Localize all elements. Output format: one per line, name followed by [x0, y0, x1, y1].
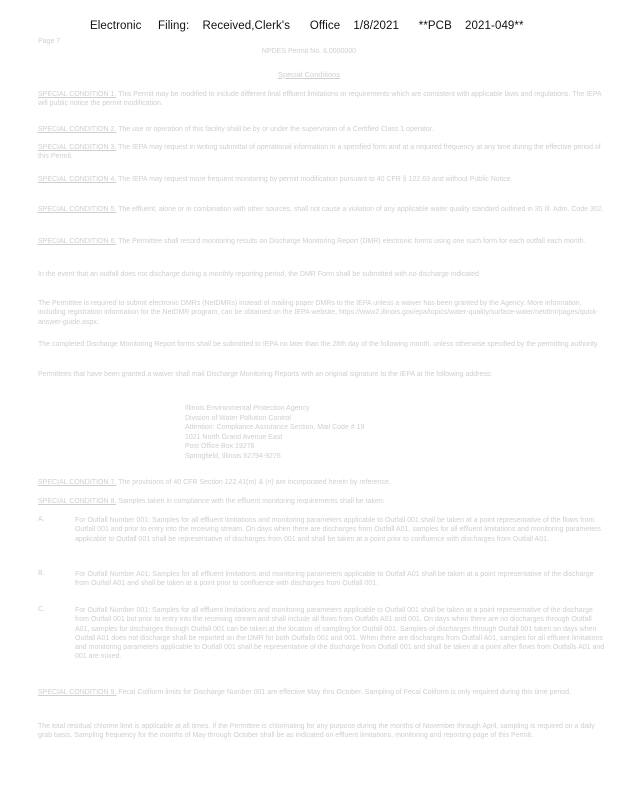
paragraph-condition-3: SPECIAL CONDITION 3. The IEPA may request in writing submittal of operational information in a specified form and at a required frequency at any time during the effective period of this Permit. [38, 144, 601, 161]
address-line: Division of Water Pollution Control [185, 414, 291, 422]
address-line: Attention: Compliance Assurance Section, Mail Code # 19 [185, 424, 365, 432]
item-text: For Outfall Number A01: Samples for all effluent limitations and monitoring parameters applicable to Outfall A01 shall be taken at a point representative of the discharge from Outfall A01 and shall be taken at a point prior to confluence with discharges from Outfall 001. [75, 571, 594, 588]
paragraph-waiver: Permittees that have been granted a waiver shall mail Discharge Monitoring Reports with an original signature to the IEPA at the following address: [38, 371, 493, 378]
item-text: For Outfall Number 001: Samples for all effluent limitations and monitoring parameters applicable to Outfall 001 shall be taken at a point representative of the flows from Outfall 001 and prior to entry into the receiving stream. On days when there are discharges from Outfall A01, samples for all effluent limitations and monitoring parameters applicable to Outfall 001 shall be representative of discharges from 001 and shall be taken at a point prior to confluence with discharges from Outfall A01. [75, 517, 601, 543]
address-line: Illinois Environmental Protection Agency [185, 405, 310, 412]
permit-number: NPDES Permit No. IL0000000 [261, 48, 357, 55]
filing-stamp: Electronic Filing: Received,Clerk's Office 1/8/2021 **PCB 2021-049** [90, 20, 524, 32]
paragraph-dmr-deadline: The completed Discharge Monitoring Report forms shall be submitted to IEPA no later than the 28th day of the following month, unless otherwise specified by the permitting authority. [38, 341, 599, 348]
item-letter: B. [38, 570, 45, 577]
address-line: 1021 North Grand Avenue East [185, 433, 283, 441]
item-letter: C. [38, 606, 45, 613]
paragraph-condition-5: SPECIAL CONDITION 5. The effluent, alone or in combination with other sources, shall not cause a violation of any applicable water quality standard outlined in 35 Ill. Adm. Code 302. [38, 206, 604, 213]
address-line: Springfield, Illinois 62794-9276 [185, 452, 281, 460]
paragraph-netdmr: The Permittee is required to submit electronic DMRs (NetDMRs) instead of mailing paper DMRs to the IEPA unless a waiver has been granted by the Agency. More information, including registration information for the NetDMR program, can be obtained on the IEPA website, https://www2.illinois.gov/epa/topics/water-quality/surface-water/netdmr/pages/quick-answer-guide.aspx. [38, 300, 599, 326]
paragraph-condition-7: SPECIAL CONDITION 7. The provisions of 40 CFR Section 122.41(m) & (n) are incorporated herein by reference. [38, 479, 391, 486]
page-number: Page 7 [38, 38, 61, 45]
paragraph-condition-4: SPECIAL CONDITION 4. The IEPA may request more frequent monitoring by permit modification pursuant to 40 CFR § 122.63 and without Public Notice. [38, 176, 513, 183]
address-line: Post Office Box 19276 [185, 443, 255, 451]
paragraph-condition-9: SPECIAL CONDITION 9. Fecal Coliform limits for Discharge Number 001 are effective May thru October. Sampling of Fecal Coliform is only required during this time period. [38, 689, 571, 696]
item-letter: A. [38, 516, 45, 523]
paragraph-condition-2: SPECIAL CONDITION 2. The use or operation of this facility shall be by or under the supervision of a Certified Class 1 operator. [38, 126, 434, 133]
paragraph-condition-1: SPECIAL CONDITION 1. This Permit may be modified to include different final effluent limitations or requirements which are consistent with applicable laws and regulations. The IEPA will public notice the permit modification. [38, 91, 602, 108]
paragraph-condition-6: SPECIAL CONDITION 6. The Permittee shall record monitoring results on Discharge Monitoring Report (DMR) electronic forms using one such form for each outfall each month. [38, 238, 586, 245]
paragraph-no-discharge: In the event that an outfall does not discharge during a monthly reporting period, the DMR Form shall be submitted with no discharge indicated. [38, 271, 481, 278]
item-text: For Outfall Number 001: Samples for all effluent limitations and monitoring parameters applicable to Outfall 001 shall be taken at a point representative of the discharge from Outfall 001 but prior to entry into the receiving stream and shall include all flows from Outfalls A01 and 001. On days when there are no discharges through Outfall A01, samples for discharges through Outfall 001 can be taken at the location of sampling for Outfall 001. Samples of discharges through Outfall 001 taken on days when Outfall A01 does not discharge shall be reported on the DMR for both Outfalls 001 and 001. When there are discharges from Outfall A01, samples for all effluent limitations and monitoring parameters applicable to Outfall 001 shall be representative of the discharge from Outfall 001 and shall be taken at a point after flows from Outfalls A01 and 001 are mixed. [75, 607, 605, 661]
paragraph-chlorine: The total residual chlorine limit is applicable at all times. If the Permittee is chlorinating for any purpose during the months of November through April, sampling is required on a daily grab basis. Sampling frequency for the months of May through October shall be as indicated on effluent limitations, monitoring and reporting page of this Permit. [38, 723, 595, 740]
section-title: Special Conditions [277, 70, 341, 79]
mailing-address [185, 404, 364, 462]
paragraph-condition-8: SPECIAL CONDITION 8. Samples taken in compliance with the effluent monitoring requirements shall be taken: [38, 498, 385, 505]
